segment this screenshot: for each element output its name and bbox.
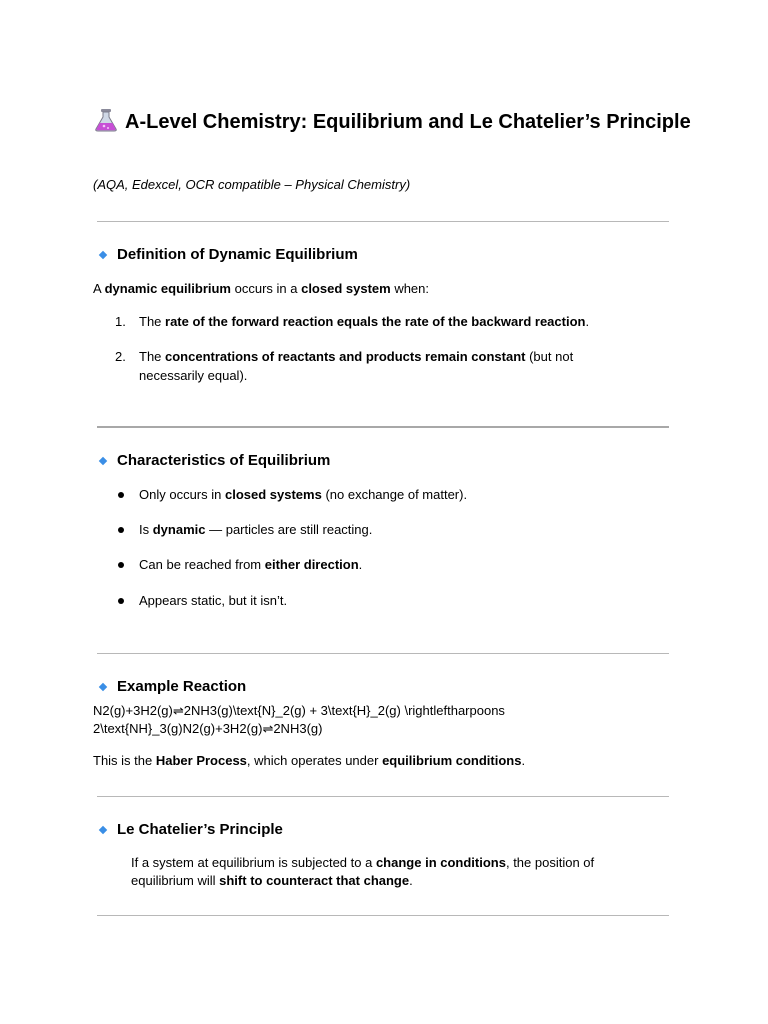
characteristic-item: Can be reached from either direction. xyxy=(115,555,635,574)
bullet-icon xyxy=(118,562,124,568)
diamond-bullet-icon xyxy=(99,251,107,259)
diamond-bullet-icon xyxy=(99,683,107,691)
bullet-icon xyxy=(118,598,124,604)
definition-intro: A dynamic equilibrium occurs in a closed system when: xyxy=(93,281,430,296)
divider xyxy=(97,915,669,916)
haber-process-note: This is the Haber Process, which operates under equilibrium conditions. xyxy=(93,753,526,768)
reaction-equation: N2(g)+3H2(g)⇌2NH3(g)\text{N}_2(g) + 3\text{H}_2(g) \rightleftharpoons 2\text{NH}_3(g)N2(g)+3H2(g)⇌2NH3(g) xyxy=(93,703,505,736)
section-heading-characteristics: Characteristics of Equilibrium xyxy=(98,451,330,471)
characteristic-item: Is dynamic — particles are still reacting. xyxy=(115,520,635,539)
definition-item-2: 2. The concentrations of reactants and products remain constant (but not necessarily equal). xyxy=(115,349,574,383)
page-title: A-Level Chemistry: Equilibrium and Le Chatelier’s Principle xyxy=(93,108,693,137)
divider xyxy=(97,796,669,797)
bullet-icon xyxy=(118,492,124,498)
divider xyxy=(97,653,669,654)
characteristic-item: Only occurs in closed systems (no exchange of matter). xyxy=(115,485,635,504)
section-heading-definition: Definition of Dynamic Equilibrium xyxy=(98,245,358,265)
definition-item-1: 1. The rate of the forward reaction equals the rate of the backward reaction. xyxy=(115,314,590,329)
principle-quote: If a system at equilibrium is subjected to a change in conditions, the position of equilibrium will shift to counteract that change. xyxy=(131,855,595,888)
divider xyxy=(97,221,669,222)
flask-icon xyxy=(93,108,119,132)
section-heading-example: Example Reaction xyxy=(98,677,246,697)
characteristic-item: Appears static, but it isn’t. xyxy=(115,591,635,610)
bullet-icon xyxy=(118,527,124,533)
diamond-bullet-icon xyxy=(99,826,107,834)
section-heading-le-chatelier: Le Chatelier’s Principle xyxy=(98,820,283,840)
divider xyxy=(97,426,669,428)
page-subtitle: (AQA, Edexcel, OCR compatible – Physical Chemistry) xyxy=(93,177,411,192)
diamond-bullet-icon xyxy=(99,457,107,465)
